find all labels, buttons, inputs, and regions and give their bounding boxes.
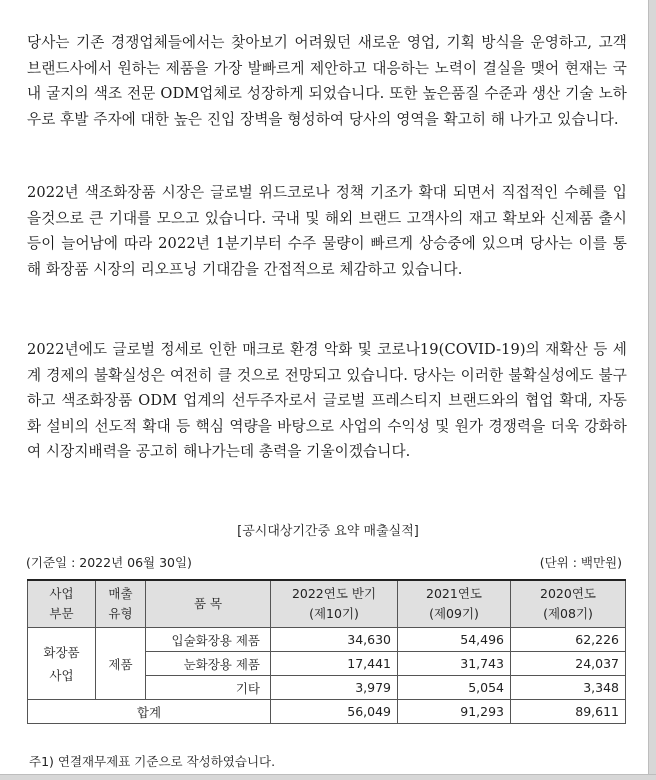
header-segment [28,580,96,628]
item-cell: 기타 [146,676,271,700]
value-cell: 17,441 [271,652,398,676]
value-cell: 31,743 [398,652,511,676]
header-period-2020-term: (제08기) [543,606,593,621]
header-period-2022-term: (제10기) [309,606,359,621]
total-value-cell: 56,049 [271,700,398,724]
table-row [28,628,626,652]
segment-line-2: 사업 [49,667,74,683]
table-header-row [28,580,626,628]
value-cell: 24,037 [511,652,626,676]
header-segment-line-2: 부문 [49,606,74,621]
header-period-2020-year: 2020연도 [540,586,596,601]
segment-cell [28,628,96,700]
basis-date: (기준일 : 2022년 06월 30일) [26,555,192,570]
header-sales-type-line-1: 매출 [108,586,133,601]
footnote: 주1) 연결재무제표 기준으로 작성하였습니다. [29,754,276,769]
window-right-edge [648,0,656,780]
table-total-row [28,700,626,724]
header-sales-type [96,580,146,628]
value-cell: 3,348 [511,676,626,700]
value-cell: 54,496 [398,628,511,652]
header-period-2022 [271,580,398,628]
unit-label: (단위 : 백만원) [539,555,622,570]
total-label-cell: 합계 [28,700,271,724]
header-period-2021 [398,580,511,628]
window-bottom-edge [0,774,656,780]
header-item: 품 목 [146,580,271,628]
business-paragraph-3: 2022년에도 글로벌 정세로 인한 매크로 환경 악화 및 코로나19(COVID-19)의 재확산 등 세계 경제의 불확실성은 여전히 클 것으로 전망되고 있습니다. 당사는 이러한 불확실성에도 불구하고 색조화장품 ODM 업계의 선두주자로서 글로벌 프레스티지 브랜드와의 협업 확대, 자동화 설비의 선도적 확대 등 핵심 역량을 바탕으로 사업의 수익성 및 원가 경쟁력을 더욱 강화하여 시장지배력을 공고히 해나가는데 총력을 기울이겠습니다. [27,341,627,461]
total-value-cell: 89,611 [511,700,626,724]
segment-line-1: 화장품 [43,644,80,660]
header-period-2021-term: (제09기) [429,606,479,621]
sales-summary-table [27,579,626,724]
total-value-cell: 91,293 [398,700,511,724]
value-cell: 34,630 [271,628,398,652]
header-period-2022-year: 2022연도 반기 [291,586,377,601]
item-cell: 눈화장용 제품 [146,652,271,676]
value-cell: 3,979 [271,676,398,700]
value-cell: 62,226 [511,628,626,652]
header-period-2020 [511,580,626,628]
business-paragraph-2: 2022년 색조화장품 시장은 글로벌 위드코로나 정책 기조가 확대 되면서 직접적인 수혜를 입을것으로 큰 기대를 모으고 있습니다. 국내 및 해외 브랜드 고객사의 재고 확보와 신제품 출시 등이 늘어남에 따라 2022년 1분기부터 수주 물량이 빠르게 상승중에 있으며 당사는 이를 통해 화장품 시장의 리오프닝 기대감을 간접적으로 체감하고 있습니다. [27,184,627,278]
value-cell: 5,054 [398,676,511,700]
table-caption: [공시대상기간중 요약 매출실적] [237,524,419,539]
business-paragraph-1: 당사는 기존 경쟁업체들에서는 찾아보기 어려웠던 새로운 영업, 기획 방식을 운영하고, 고객 브랜드사에서 원하는 제품을 가장 발빠르게 제안하고 대응하는 노력이 결실을 맺어 현재는 국내 굴지의 색조 전문 ODM업체로 성장하게 되었습니다. 또한 높은품질 수준과 생산 기술 노하우로 후발 주자에 대한 높은 진입 장벽을 형성하여 당사의 영역을 확고히 해 나가고 있습니다. [27,34,627,128]
item-cell: 입술화장용 제품 [146,628,271,652]
sales-type-cell: 제품 [96,628,146,700]
header-sales-type-line-2: 유형 [108,606,133,621]
header-period-2021-year: 2021연도 [426,586,482,601]
header-segment-line-1: 사업 [49,586,74,601]
